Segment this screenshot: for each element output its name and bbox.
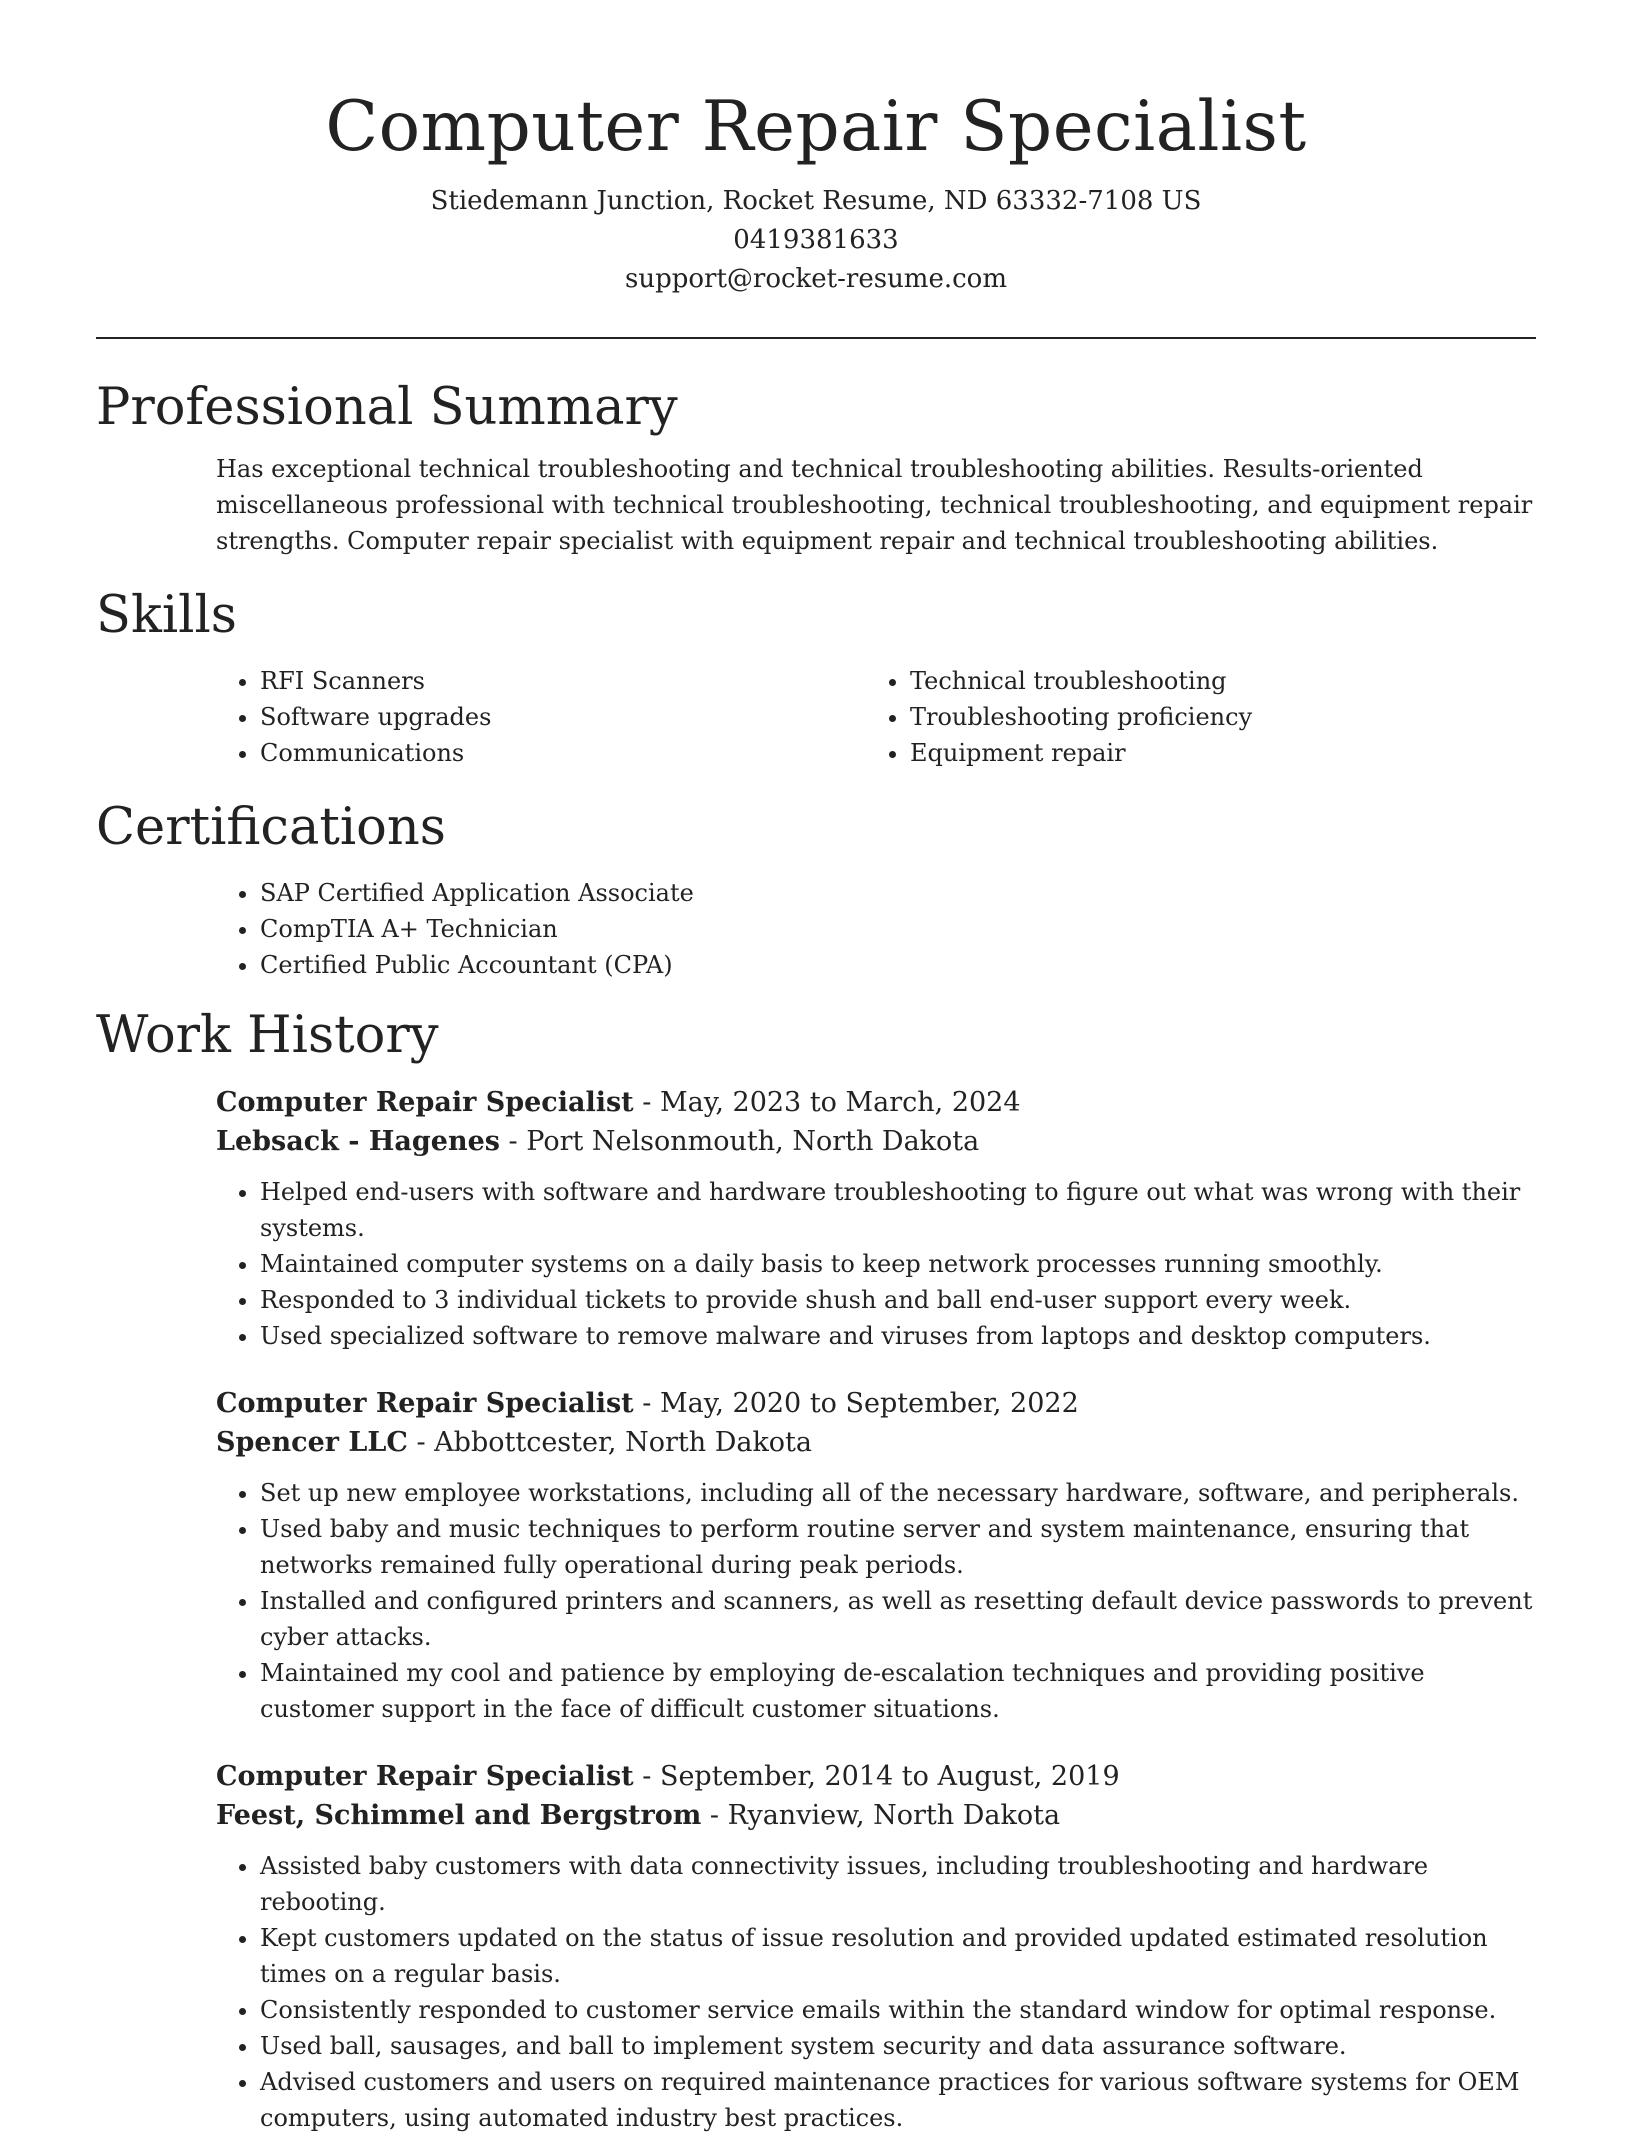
skill-item: • Technical troubleshooting xyxy=(910,663,1516,699)
job-company-line xyxy=(216,1122,1536,1161)
skill-item: • Troubleshooting proficiency xyxy=(910,699,1516,735)
job-entry xyxy=(216,1384,1536,1727)
skills-grid xyxy=(216,663,1536,771)
section-heading-summary: Professional Summary xyxy=(96,378,678,437)
contact-info xyxy=(96,182,1536,299)
skill-item: • RFI Scanners xyxy=(260,663,866,699)
certifications-body xyxy=(216,875,1536,983)
job-bullet: • Responded to 3 individual tickets to provide shush and ball end-user support every week. xyxy=(260,1282,1536,1318)
job-dates: - May, 2020 to September, 2022 xyxy=(633,1388,1079,1419)
job-bullet: • Maintained my cool and patience by employing de-escalation techniques and providing positive customer support in the face of difficult customer situations. xyxy=(260,1655,1536,1727)
phone-text: 0419381633 xyxy=(733,225,899,255)
job-bullet: • Assisted baby customers with data connectivity issues, including troubleshooting and hardware rebooting. xyxy=(260,1848,1536,1920)
job-title: Computer Repair Specialist xyxy=(216,1761,634,1792)
resume-page xyxy=(96,0,1536,2136)
candidate-name: Computer Repair Specialist xyxy=(325,87,1307,167)
job-bullet: • Used specialized software to remove malware and viruses from laptops and desktop computers. xyxy=(260,1318,1536,1354)
job-title-line xyxy=(216,1384,1536,1423)
address-text: Stiedemann Junction, Rocket Resume, ND 63332-7108 US xyxy=(430,186,1202,216)
job-bullets xyxy=(216,1475,1536,1727)
job-title: Computer Repair Specialist xyxy=(216,1388,634,1419)
job-dates: - September, 2014 to August, 2019 xyxy=(633,1761,1120,1792)
header-divider xyxy=(96,337,1536,339)
job-company: Spencer LLC xyxy=(216,1427,408,1458)
section-heading-work-history: Work History xyxy=(96,1006,439,1065)
job-bullets xyxy=(216,1174,1536,1354)
certifications-section xyxy=(96,797,1536,983)
job-bullet: • Kept customers updated on the status of issue resolution and provided updated estimated resolution times on a regular basis. xyxy=(260,1920,1536,1992)
skill-item: • Equipment repair xyxy=(910,735,1516,771)
job-title: Computer Repair Specialist xyxy=(216,1087,634,1118)
skills-list-right xyxy=(866,663,1516,771)
section-heading-skills: Skills xyxy=(96,586,237,645)
job-title-line xyxy=(216,1083,1536,1122)
job-bullets xyxy=(216,1848,1536,2136)
job-company-line xyxy=(216,1423,1536,1462)
job-bullet: • Used ball, sausages, and ball to implement system security and data assurance software. xyxy=(260,2028,1536,2064)
resume-header xyxy=(96,0,1536,299)
professional-summary-section xyxy=(96,377,1536,559)
job-entry xyxy=(216,1757,1536,2136)
certification-item: • SAP Certified Application Associate xyxy=(260,875,1536,911)
job-bullet: • Installed and configured printers and scanners, as well as resetting default device passwords to prevent cyber attacks. xyxy=(260,1583,1536,1655)
job-entry xyxy=(216,1083,1536,1354)
skills-column-left xyxy=(216,663,866,771)
skills-section xyxy=(96,585,1536,771)
skill-item: • Communications xyxy=(260,735,866,771)
job-company-line xyxy=(216,1796,1536,1835)
skills-column-right xyxy=(866,663,1516,771)
job-company: Lebsack - Hagenes xyxy=(216,1126,500,1157)
certification-item: • Certified Public Accountant (CPA) xyxy=(260,947,1536,983)
skills-list-left xyxy=(216,663,866,771)
job-dates: - May, 2023 to March, 2024 xyxy=(633,1087,1021,1118)
job-bullet: • Used baby and music techniques to perform routine server and system maintenance, ensuring that networks remained fully operational during peak periods. xyxy=(260,1511,1536,1583)
skill-item: • Software upgrades xyxy=(260,699,866,735)
job-title-line xyxy=(216,1757,1536,1796)
job-bullet: • Maintained computer systems on a daily basis to keep network processes running smoothly. xyxy=(260,1246,1536,1282)
job-location: - Port Nelsonmouth, North Dakota xyxy=(499,1126,980,1157)
job-bullet: • Advised customers and users on required maintenance practices for various software systems for OEM computers, using automated industry best practices. xyxy=(260,2064,1536,2136)
job-location: - Ryanview, North Dakota xyxy=(701,1800,1061,1831)
certifications-list xyxy=(216,875,1536,983)
section-heading-certifications: Certifications xyxy=(96,798,446,857)
work-history-section xyxy=(96,1005,1536,2136)
job-company: Feest, Schimmel and Bergstrom xyxy=(216,1800,702,1831)
job-bullet: • Consistently responded to customer service emails within the standard window for optimal response. xyxy=(260,1992,1536,2028)
job-bullet: • Set up new employee workstations, including all of the necessary hardware, software, and peripherals. xyxy=(260,1475,1536,1511)
summary-text: Has exceptional technical troubleshooting and technical troubleshooting abilities. Results-oriented miscellaneous professional with technical troubleshooting, technical troubleshooting, and equipment repair strengths. Computer repair specialist with equipment repair and technical troubleshooting abilities. xyxy=(216,455,1533,555)
job-location: - Abbottcester, North Dakota xyxy=(407,1427,813,1458)
certification-item: • CompTIA A+ Technician xyxy=(260,911,1536,947)
job-bullet: • Helped end-users with software and hardware troubleshooting to figure out what was wrong with their systems. xyxy=(260,1174,1536,1246)
email-link[interactable]: support@rocket-resume.com xyxy=(624,264,1007,294)
